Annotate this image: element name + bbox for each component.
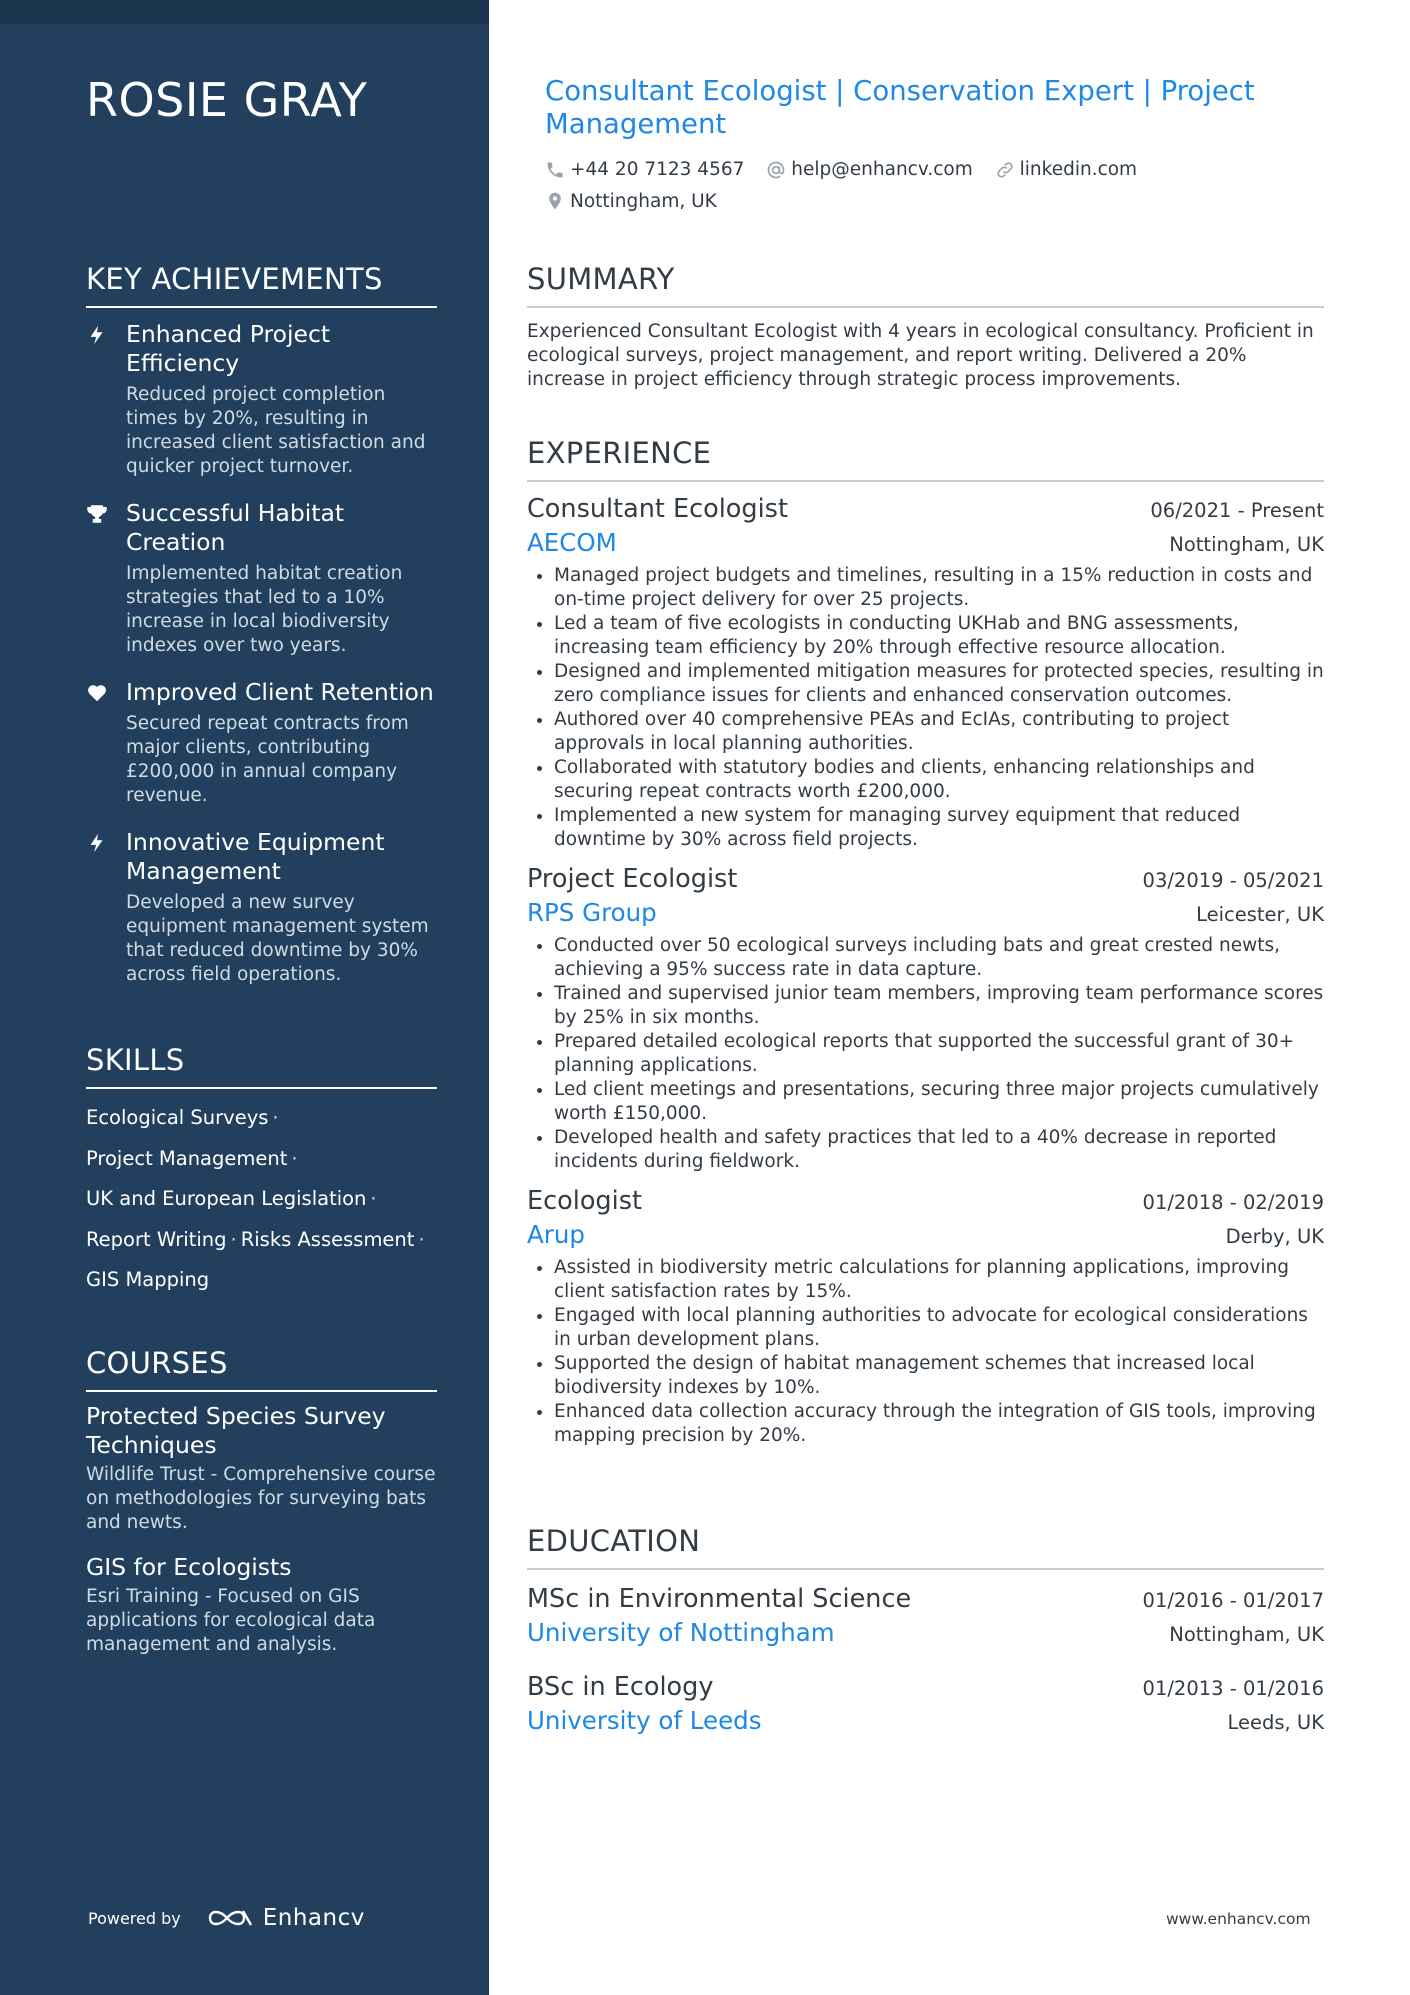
footer-website-link[interactable]: www.enhancv.com xyxy=(1166,1910,1311,1928)
job-bullet: • Authored over 40 comprehensive PEAs and EcIAs, contributing to project approvals in local planning authorities. xyxy=(554,708,1324,756)
job-location: Nottingham, UK xyxy=(1169,533,1324,556)
job-bullets xyxy=(527,934,1324,1174)
skill-tag: Project Management xyxy=(86,1146,288,1170)
job-bullet: • Led a team of five ecologists in conducting UKHab and BNG assessments, increasing team efficiency by 20% through effective resource allocation. xyxy=(554,612,1324,660)
job-bullet: • Implemented a new system for managing survey equipment that reduced downtime by 30% across field projects. xyxy=(554,804,1324,852)
job-dates: 06/2021 - Present xyxy=(1150,499,1324,522)
education-dates: 01/2016 - 01/2017 xyxy=(1142,1589,1324,1612)
achievement-description: Reduced project completion times by 20%, resulting in increased client satisfaction and quicker project turnover. xyxy=(126,384,426,477)
bolt-icon xyxy=(86,832,108,854)
link-icon xyxy=(995,160,1015,180)
job-title: Project Ecologist xyxy=(527,864,738,894)
job-location: Derby, UK xyxy=(1225,1225,1324,1248)
skill-tag: GIS Mapping xyxy=(86,1268,210,1291)
enhancv-logo-link[interactable] xyxy=(207,1905,365,1931)
job-bullets xyxy=(527,564,1324,852)
linkedin-text: linkedin.com xyxy=(1019,159,1138,180)
course-description: Esri Training - Focused on GIS applications for ecological data management and analysis. xyxy=(86,1586,376,1655)
summary-section xyxy=(527,262,1324,392)
skill-separator: · xyxy=(418,1227,425,1251)
job-bullets xyxy=(527,1256,1324,1448)
experience-heading: EXPERIENCE xyxy=(527,436,1324,482)
education-location: Leeds, UK xyxy=(1227,1711,1324,1734)
job-bullet: • Engaged with local planning authorities to advocate for ecological considerations in urban development plans. xyxy=(554,1304,1324,1352)
course-description: Wildlife Trust - Comprehensive course on methodologies for surveying bats and newts. xyxy=(86,1464,436,1533)
location-text: Nottingham, UK xyxy=(570,190,717,212)
location-pin-icon xyxy=(545,191,565,211)
job-company: RPS Group xyxy=(527,898,657,927)
job-bullet: • Supported the design of habitat management schemes that increased local biodiversity indexes by 10%. xyxy=(554,1352,1324,1400)
achievements-heading: KEY ACHIEVEMENTS xyxy=(86,262,437,308)
sidebar-top-bar xyxy=(0,0,489,24)
job-entry xyxy=(527,1184,1324,1448)
job-entry xyxy=(527,492,1324,852)
job-bullet: • Conducted over 50 ecological surveys including bats and great crested newts, achieving a 95% success rate in data capture. xyxy=(554,934,1324,982)
summary-text: Experienced Consultant Ecologist with 4 years in ecological consultancy. Proficient in ecological surveys, project management, and report writing. Delivered a 20% increase in project efficiency through strategic process improvements. xyxy=(527,321,1314,390)
education-entry xyxy=(527,1670,1324,1738)
skill-separator: · xyxy=(291,1146,298,1170)
job-bullet: • Enhanced data collection accuracy through the integration of GIS tools, improving mapping precision by 20%. xyxy=(554,1400,1324,1448)
achievement-item xyxy=(86,828,437,987)
contact-linkedin[interactable] xyxy=(995,156,1137,183)
phone-text: +44 20 7123 4567 xyxy=(570,159,745,180)
job-entry xyxy=(527,862,1324,1174)
job-bullet: • Assisted in biodiversity metric calculations for planning applications, improving client satisfaction rates by 15%. xyxy=(554,1256,1324,1304)
job-bullet: • Trained and supervised junior team members, improving team performance scores by 25% in six months. xyxy=(554,982,1324,1030)
degree-title: MSc in Environmental Science xyxy=(527,1584,912,1614)
course-title: GIS for Ecologists xyxy=(86,1553,292,1581)
job-location: Leicester, UK xyxy=(1196,903,1324,926)
job-bullet: • Led client meetings and presentations, securing three major projects cumulatively worth £150,000. xyxy=(554,1078,1324,1126)
contact-phone[interactable] xyxy=(545,156,744,183)
achievement-description: Implemented habitat creation strategies that led to a 10% increase in local biodiversity indexes over two years. xyxy=(126,563,403,656)
skills-list xyxy=(86,1098,437,1301)
job-title: Ecologist xyxy=(527,1186,642,1216)
job-bullet: • Collaborated with statutory bodies and clients, enhancing relationships and securing repeat contracts worth £200,000. xyxy=(554,756,1324,804)
experience-section xyxy=(527,436,1324,1448)
job-bullet: • Developed health and safety practices that led to a 40% decrease in reported incidents during fieldwork. xyxy=(554,1126,1324,1174)
email-text: help@enhancv.com xyxy=(791,159,973,180)
sidebar xyxy=(0,0,489,1995)
achievement-description: Developed a new survey equipment management system that reduced downtime by 30% across field operations. xyxy=(126,892,429,985)
job-dates: 03/2019 - 05/2021 xyxy=(1142,869,1324,892)
achievements-section xyxy=(86,262,437,987)
contact-info xyxy=(545,156,1285,219)
contact-location xyxy=(545,188,717,215)
degree-title: BSc in Ecology xyxy=(527,1672,714,1702)
candidate-name: ROSIE GRAY xyxy=(86,73,368,127)
school-name: University of Nottingham xyxy=(527,1618,835,1647)
job-company: AECOM xyxy=(527,528,617,557)
job-title: Consultant Ecologist xyxy=(527,494,788,524)
summary-heading: SUMMARY xyxy=(527,262,1324,308)
at-icon xyxy=(766,160,786,180)
education-dates: 01/2013 - 01/2016 xyxy=(1142,1677,1324,1700)
course-item xyxy=(86,1402,437,1535)
education-location: Nottingham, UK xyxy=(1169,1623,1324,1646)
achievement-item xyxy=(86,499,437,658)
headline: Consultant Ecologist | Conservation Expert | Project Management xyxy=(545,75,1255,140)
bolt-icon xyxy=(86,324,108,346)
skill-separator: · xyxy=(230,1227,237,1251)
achievement-title: Improved Client Retention xyxy=(126,678,434,706)
course-title: Protected Species Survey Techniques xyxy=(86,1402,386,1459)
courses-heading: COURSES xyxy=(86,1346,437,1392)
education-section xyxy=(527,1524,1324,1738)
course-item xyxy=(86,1553,437,1657)
trophy-icon xyxy=(86,503,108,525)
skill-tag: Risks Assessment xyxy=(240,1227,415,1251)
job-bullet: • Managed project budgets and timelines, resulting in a 15% reduction in costs and on-time project delivery for over 25 projects. xyxy=(554,564,1324,612)
heart-icon xyxy=(86,682,108,704)
enhancv-logo-icon xyxy=(207,1905,255,1931)
skill-tag: Report Writing xyxy=(86,1227,227,1251)
achievement-title: Successful Habitat Creation xyxy=(126,499,345,556)
powered-by-label: Powered by xyxy=(88,1908,181,1928)
job-bullet: • Prepared detailed ecological reports that supported the successful grant of 30+ planning applications. xyxy=(554,1030,1324,1078)
achievement-description: Secured repeat contracts from major clients, contributing £200,000 in annual company revenue. xyxy=(126,713,409,806)
education-heading: EDUCATION xyxy=(527,1524,1324,1570)
skills-heading: SKILLS xyxy=(86,1043,437,1089)
achievement-title: Innovative Equipment Management xyxy=(126,828,385,885)
phone-icon xyxy=(545,160,565,180)
job-bullet: • Designed and implemented mitigation measures for protected species, resulting in zero compliance issues for clients and enhanced conservation outcomes. xyxy=(554,660,1324,708)
school-name: University of Leeds xyxy=(527,1706,762,1735)
skill-separator: · xyxy=(272,1106,279,1129)
skill-tag: UK and European Legislation xyxy=(86,1187,367,1210)
contact-email[interactable] xyxy=(766,156,972,183)
powered-by xyxy=(88,1905,365,1931)
skill-tag: Ecological Surveys xyxy=(86,1106,269,1129)
education-entry xyxy=(527,1582,1324,1650)
job-company: Arup xyxy=(527,1220,585,1249)
courses-section xyxy=(86,1346,437,1657)
job-dates: 01/2018 - 02/2019 xyxy=(1142,1191,1324,1214)
achievement-item xyxy=(86,678,437,808)
achievement-title: Enhanced Project Efficiency xyxy=(126,320,331,377)
achievement-item xyxy=(86,320,437,479)
skill-separator: · xyxy=(370,1187,377,1210)
skills-section xyxy=(86,1043,437,1301)
enhancv-brand-name: Enhancv xyxy=(262,1905,365,1931)
